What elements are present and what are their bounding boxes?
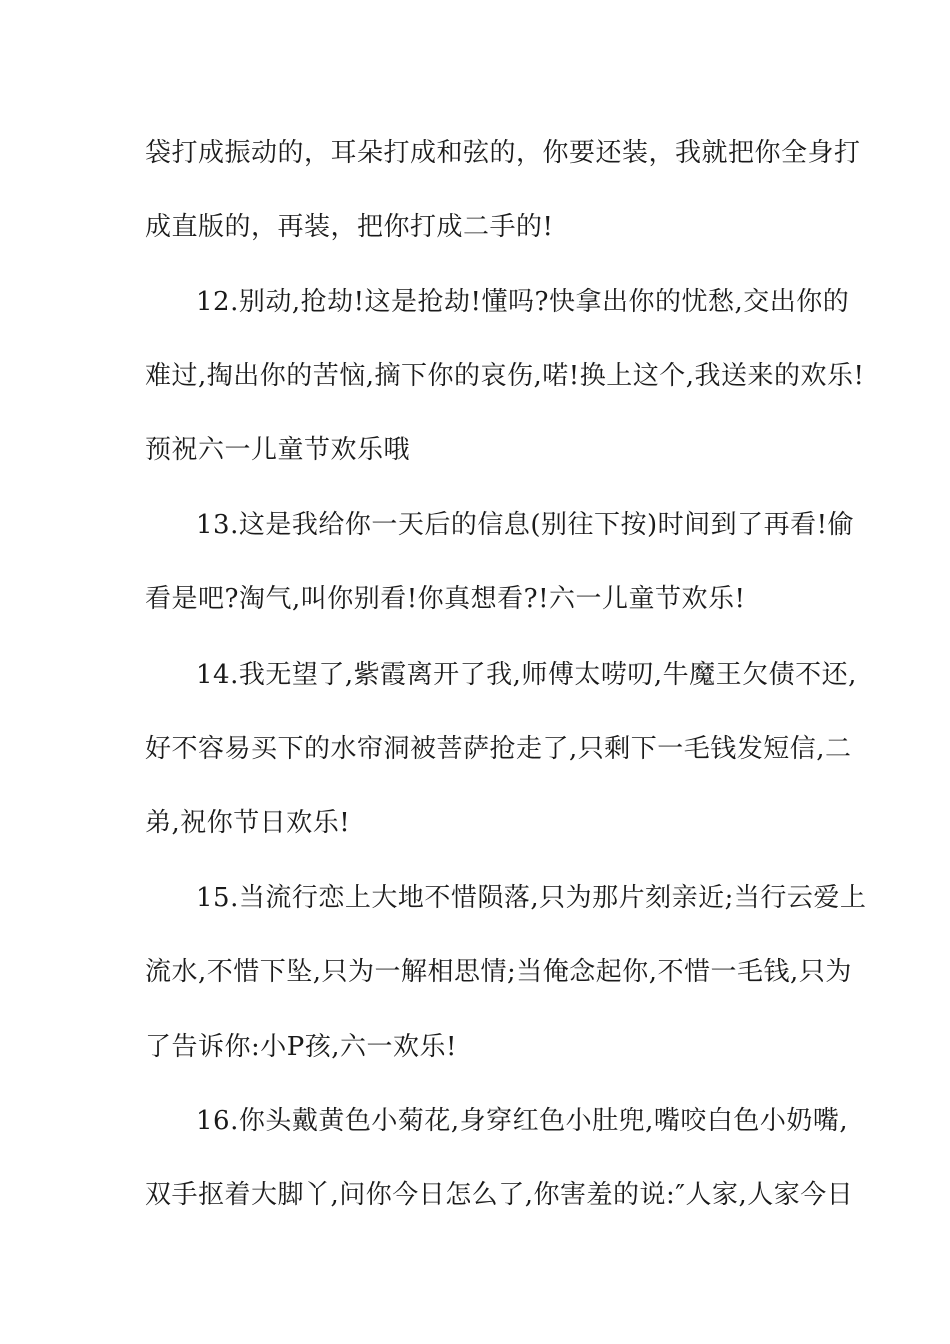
text-line: 难过,掏出你的苦恼,摘下你的哀伤,喏!换上这个,我送来的欢乐! [145, 361, 865, 391]
paragraph-13-start: 13.这是我给你一天后的信息(别往下按)时间到了再看!偷 [196, 510, 855, 540]
paragraph-16-start: 16.你头戴黄色小菊花,身穿红色小肚兜,嘴咬白色小奶嘴, [196, 1106, 849, 1136]
text-line: 双手抠着大脚丫,问你今日怎么了,你害羞的说:″人家,人家今日 [145, 1180, 854, 1210]
text-line: 好不容易买下的水帘洞被菩萨抢走了,只剩下一毛钱发短信,二 [145, 734, 852, 764]
text-line: 弟,祝你节日欢乐! [145, 808, 351, 838]
text-line: 流水,不惜下坠,只为一解相思情;当俺念起你,不惜一毛钱,只为 [145, 957, 852, 987]
paragraph-14-start: 14.我无望了,紫霞离开了我,师傅太唠叨,牛魔王欠债不还, [196, 660, 857, 690]
text-line: 预祝六一儿童节欢乐哦 [145, 435, 411, 465]
paragraph-12-start: 12.别动,抢劫!这是抢劫!懂吗?快拿出你的忧愁,交出你的 [196, 287, 850, 317]
paragraph-15-start: 15.当流行恋上大地不惜陨落,只为那片刻亲近;当行云爱上 [196, 883, 867, 913]
text-line: 看是吧?淘气,叫你别看!你真想看?!六一儿童节欢乐! [145, 584, 746, 614]
text-line: 袋打成振动的，耳朵打成和弦的，你要还装，我就把你全身打 [145, 138, 861, 168]
text-line: 成直版的，再装，把你打成二手的! [145, 212, 554, 242]
text-line: 了告诉你:小P孩,六一欢乐! [145, 1032, 457, 1062]
